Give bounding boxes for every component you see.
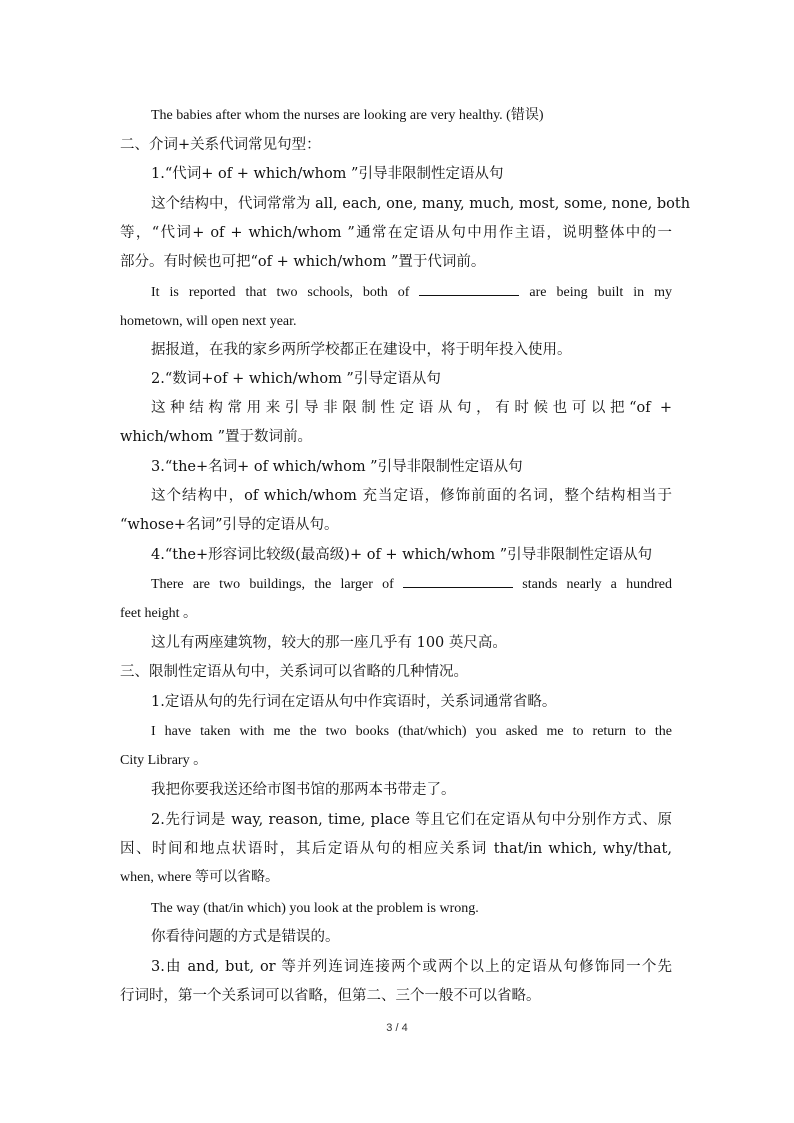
rule-4-title: 4.“the+形容词比较级(最高级)+ of + which/whom ”引导非限制性定语从句	[151, 547, 653, 563]
rule-3-1-text: 1.定语从句的先行词在定语从句中作宾语时，关系词通常省略。	[151, 694, 557, 710]
rule-2-text-part: +	[659, 400, 672, 416]
rule-2-text: which/whom ”置于数词前。	[120, 429, 312, 445]
example-translation-3: 我把你要我送还给市图书馆的那两本书带走了。	[151, 782, 456, 798]
rule-1-text: 这个结构中，代词常常为 all, each, one, many, much, most, some, none, both	[151, 196, 691, 212]
example-translation-4: 你看待问题的方式是错误的。	[151, 929, 340, 945]
rule-1-text: 部分。有时候也可把“of + which/whom ”置于代词前。	[120, 254, 486, 270]
section-heading-2: 二、介词+关系代词常见句型：	[120, 137, 321, 153]
example-translation-2: 这儿有两座建筑物，较大的那一座几乎有 100 英尺高。	[151, 635, 507, 651]
example-translation-1: 据报道，在我的家乡两所学校都正在建设中，将于明年投入使用。	[151, 342, 572, 358]
rule-3-3-text: 3.由 and, but, or 等并列连词连接两个或两个以上的定语从句修饰同一个先	[151, 959, 672, 975]
rule-1-text: 等，“代词+ of + which/whom ”通常在定语从句中用作主语，说明整体中的一	[120, 225, 672, 241]
example-sentence-1	[151, 283, 672, 303]
page-number: 3 / 4	[386, 1022, 408, 1034]
example-sentence-3: I have taken with me the two books (that/which) you asked me to return to the	[151, 724, 672, 739]
example-sentence-wrong: The babies after whom the nurses are looking are very healthy. (错误)	[151, 108, 544, 123]
example-sentence-1-cont: hometown, will open next year.	[120, 314, 297, 329]
section-heading-3: 三、限制性定语从句中，关系词可以省略的几种情况。	[120, 664, 468, 680]
rule-3-3-text: 行词时，第一个关系词可以省略，但第二、三个一般不可以省略。	[120, 988, 541, 1004]
rule-2-title: 2.“数词+of + which/whom ”引导定语从句	[151, 371, 441, 387]
rule-1-title: 1.“代词+ of + which/whom ”引导非限制性定语从句	[151, 166, 504, 182]
example-sentence-2-part: stands nearly a hundred	[522, 577, 672, 592]
example-sentence-2	[151, 575, 672, 595]
example-sentence-2-part: There are two buildings, the larger of	[151, 577, 394, 592]
rule-3-title: 3.“the+名词+ of which/whom ”引导非限制性定语从句	[151, 459, 523, 475]
rule-3-2-text: 因、时间和地点状语时，其后定语从句的相应关系词 that/in which, why/that,	[120, 841, 672, 857]
fill-blank[interactable]	[419, 283, 519, 296]
rule-3-2-text: when, where 等可以省略。	[120, 870, 280, 885]
example-sentence-2-cont: feet height 。	[120, 606, 197, 621]
example-sentence-1-part: It is reported that two schools, both of	[151, 285, 410, 300]
rule-3-text: 这个结构中，of which/whom 充当定语，修饰前面的名词，整个结构相当于	[151, 488, 672, 504]
fill-blank[interactable]	[403, 575, 513, 588]
example-sentence-4: The way (that/in which) you look at the problem is wrong.	[151, 901, 479, 916]
rule-2-text-part: 这种结构常用来引导非限制性定语从句，有时候也可以把“of	[151, 400, 651, 416]
rule-3-text: “whose+名词”引导的定语从句。	[120, 517, 339, 533]
rule-2-text	[151, 398, 672, 418]
example-sentence-1-part: are being built in my	[529, 285, 672, 300]
rule-3-2-text: 2.先行词是 way, reason, time, place 等且它们在定语从句中分别作方式、原	[151, 812, 672, 828]
example-sentence-3-cont: City Library 。	[120, 753, 208, 768]
